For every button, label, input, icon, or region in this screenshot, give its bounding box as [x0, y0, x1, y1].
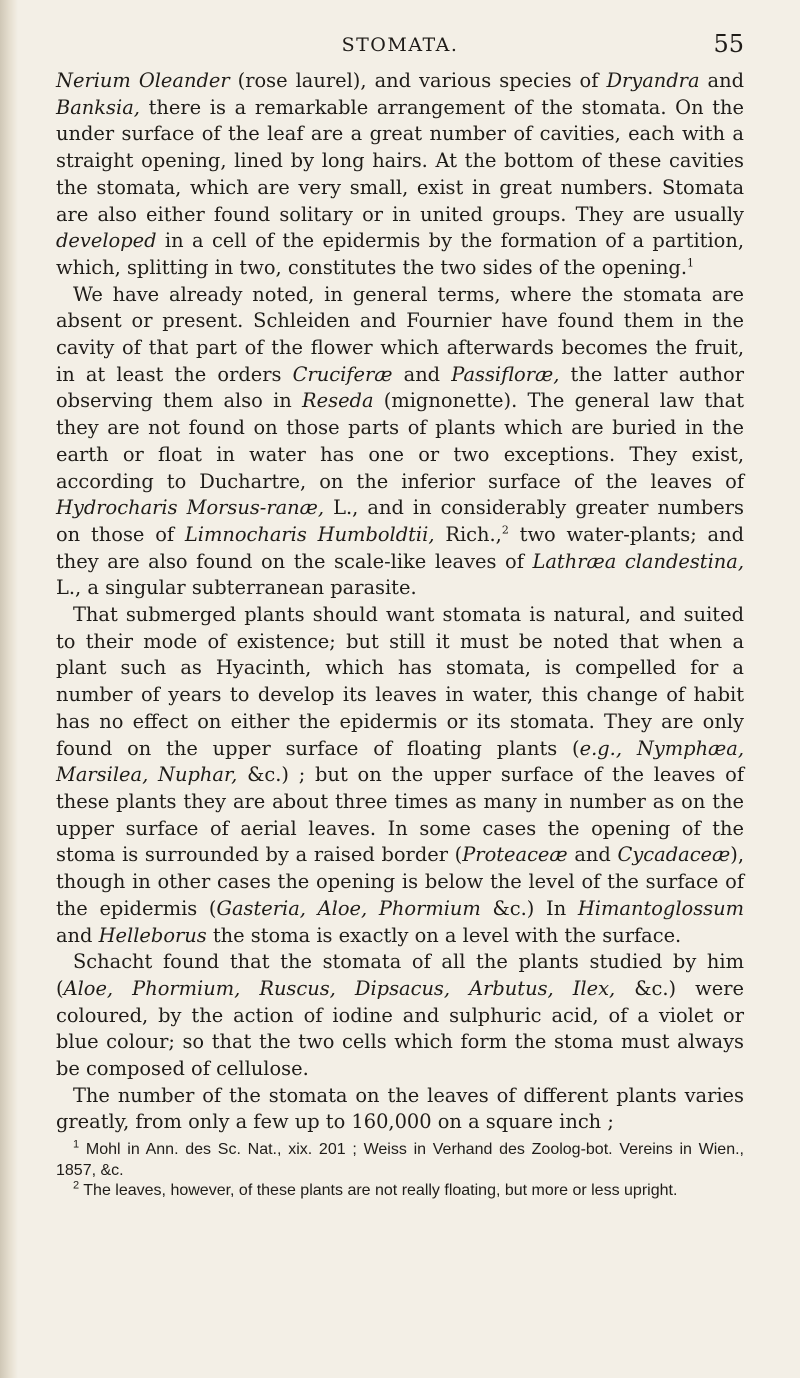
italic-term: Gasteria, Aloe, Phormium [216, 896, 481, 920]
text-run: the latter author observing them also in [56, 362, 744, 413]
text-run: and [392, 362, 452, 386]
italic-term: Cycadaceæ [617, 843, 731, 867]
text-run: Schacht found that the stomata of all the plants studied by him ( [56, 950, 744, 1000]
paragraph-4 [56, 949, 744, 1083]
text-run: &c.) ; but on the upper surface of the leaves of these plants they are about three times as many in number as on the upper surface of aerial leaves. In some cases the opening of the stoma is surrounded by a raised border ( [56, 763, 744, 867]
footnote-1 [56, 1140, 744, 1181]
italic-term: Lathræa clandestina, [532, 549, 745, 573]
italic-term: Hydrocharis Morsus-ranæ, [56, 496, 325, 520]
text-run: and [699, 69, 744, 92]
paragraph-5 [56, 1083, 744, 1136]
text-run: and [567, 843, 618, 867]
italic-term: Reseda [302, 389, 374, 413]
italic-term: e.g., Nymphæa, Marsilea, Nuphar, [56, 736, 745, 787]
text-run: two water-plants; and they are also found on the scale-like leaves of [56, 522, 745, 573]
footnote-ref: 1 [687, 256, 695, 270]
text-run: L., a singular subterranean parasite. [56, 576, 417, 600]
body-text [56, 68, 744, 1136]
italic-term: Aloe, Phormium, Ruscus, Dipsacus, Arbutus, Ilex, [63, 976, 616, 1000]
text-run: That submerged plants should want stomata is natural, and suited to their mode of existence; but still it must be noted that when a plant such as Hyacinth, which has stomata, is compelled for a number of years to develop its leaves in water, this change of habit has no effect on either the epidermis or its stomata. They are only found on the upper surface of floating plants ( [56, 603, 744, 760]
text-run: (rose laurel), and various species of [229, 69, 607, 92]
text-run: Rich., [434, 522, 502, 546]
text-run: &c.) In [480, 896, 578, 920]
paragraph-3 [56, 602, 744, 949]
footnotes [56, 1140, 744, 1202]
paragraph-1 [56, 68, 744, 282]
page-binding-shadow [0, 0, 18, 1378]
text-run: there is a remarkable arrangement of the stomata. On the under surface of the leaf are a great number of cavities, each with a straight opening, lined by long hairs. At the bottom of these cavities the stomata, which are very small, exist in great numbers. Stomata are also either found solitary or in united groups. They are usually [56, 95, 744, 226]
book-page [56, 0, 744, 1202]
italic-term: Cruciferæ [292, 362, 393, 386]
footnote-ref: 1 [73, 1138, 80, 1151]
italic-term: Nerium Oleander [56, 69, 230, 92]
text-run: L., and in considerably greater numbers on those of [56, 496, 745, 546]
page-header [56, 0, 744, 68]
text-run: ), though in other cases the opening is below the level of the surface of the epidermis ( [56, 843, 744, 920]
italic-term: Helleborus [98, 923, 207, 947]
text-run: and [56, 923, 99, 947]
text-run: The number of the stomata on the leaves of different plants varies greatly, from only a few up to 160,000 on a square inch ; [56, 1083, 744, 1134]
text-run: Mohl in Ann. des Sc. Nat., xix. 201 ; Weiss in Verhand des Zoolog-bot. Vereins in Wien., 1857, &c. [56, 1141, 744, 1179]
footnote-2 [56, 1181, 744, 1202]
text-run: the stoma is exactly on a level with the surface. [206, 923, 682, 947]
italic-term: Passifloræ, [451, 362, 560, 386]
italic-term: Limnocharis Humboldtii, [184, 522, 435, 546]
text-run: in a cell of the epidermis by the formation of a partition, which, splitting in two, constitutes the two sides of the opening. [56, 229, 744, 279]
italic-term: Himantoglossum [577, 896, 744, 920]
italic-term: developed [56, 229, 157, 253]
page-number: 55 [713, 30, 744, 58]
italic-term: Dryandra [606, 69, 700, 92]
running-title: STOMATA. [341, 34, 459, 56]
text-run: (mignonette). The general law that they are not found on those parts of plants which are buried in the earth or float in water has one or two exceptions. They exist, according to Duchartre, on the inferior surface of the leaves of [56, 389, 745, 493]
text-run: The leaves, however, of these plants are not really floating, but more or less upright. [79, 1182, 678, 1200]
footnote-ref: 2 [501, 523, 509, 537]
text-run: We have already noted, in general terms, where the stomata are absent or present. Schleiden and Fournier have found them in the cavity of that part of the flower which afterwards becomes the fruit, in at least the orders [56, 282, 744, 386]
footnote-ref: 2 [73, 1179, 80, 1192]
text-run: &c.) were coloured, by the action of iodine and sulphuric acid, of a violet or blue colour; so that the two cells which form the stoma must always be composed of cellulose. [56, 976, 744, 1081]
italic-term: Proteaceæ [462, 843, 568, 867]
paragraph-2 [56, 282, 744, 602]
italic-term: Banksia, [56, 95, 140, 119]
